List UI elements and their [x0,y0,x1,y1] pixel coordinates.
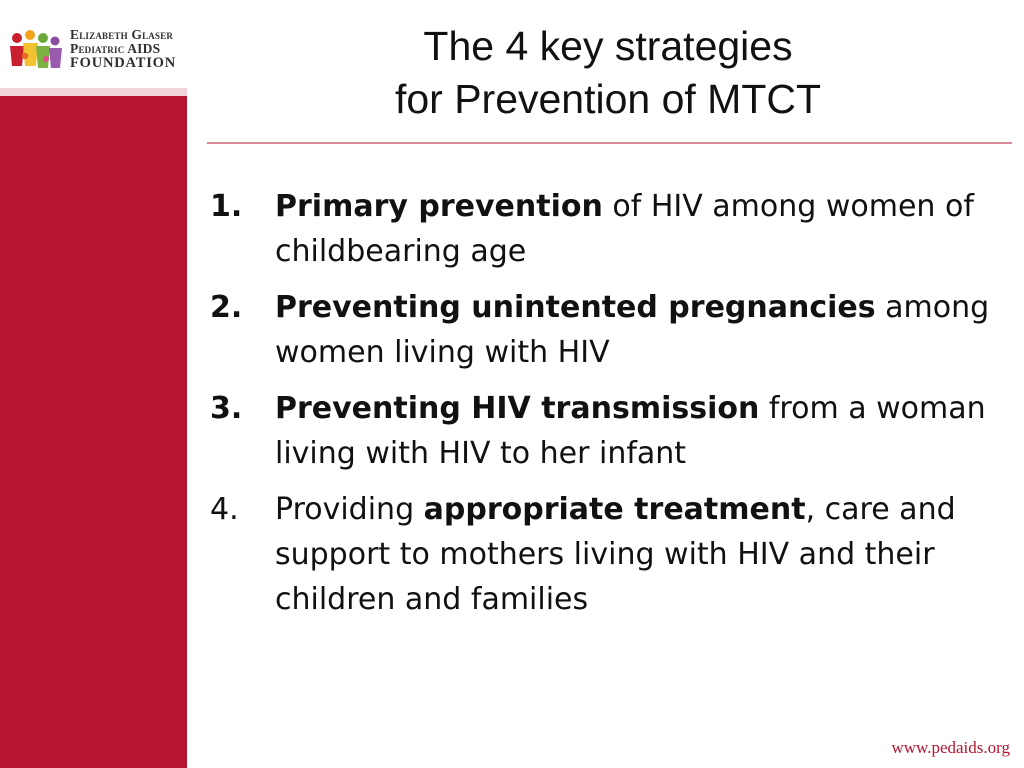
strategy-number: 2. [210,290,243,325]
strategy-bold-text: Preventing unintented pregnancies [275,290,876,325]
strategy-number: 3. [210,391,243,426]
strategy-bold-text: appropriate treatment [423,492,806,527]
strategy-item [210,184,1010,274]
title-line-1: The 4 key strategies [423,23,793,69]
logo-line-1: Elizabeth Glaser [70,27,174,42]
side-band-highlight [0,88,187,96]
strategy-text: from a woman living with HIV to her infant [275,391,986,471]
strategy-bold-text: Preventing HIV transmission [275,391,760,426]
footer-website-link[interactable]: www.pedaids.org [891,738,1010,757]
children-figures-logo-icon [8,26,66,74]
strategy-text: of HIV among women of childbearing age [275,189,974,269]
logo-wordmark [70,28,176,70]
foundation-logo [8,26,183,76]
strategy-bold-text: Primary prevention [275,189,603,224]
strategy-text: among women living with HIV [275,290,990,370]
logo-line-3: FOUNDATION [70,55,177,71]
strategy-item [210,285,1010,375]
logo-line-2: Pediatric AIDS [70,41,161,56]
strategy-item [210,487,1010,622]
title-line-2: for Prevention of MTCT [394,76,822,122]
strategy-pre-text: Providing [275,492,424,527]
title-divider [207,142,1012,144]
slide-title [208,20,1008,126]
strategy-number: 1. [210,189,243,224]
side-band [0,96,187,768]
strategy-list [210,184,1010,633]
strategy-number: 4. [210,492,239,527]
strategy-text: , care and support to mothers living with HIV and their children and families [275,492,956,617]
strategy-item [210,386,1010,476]
